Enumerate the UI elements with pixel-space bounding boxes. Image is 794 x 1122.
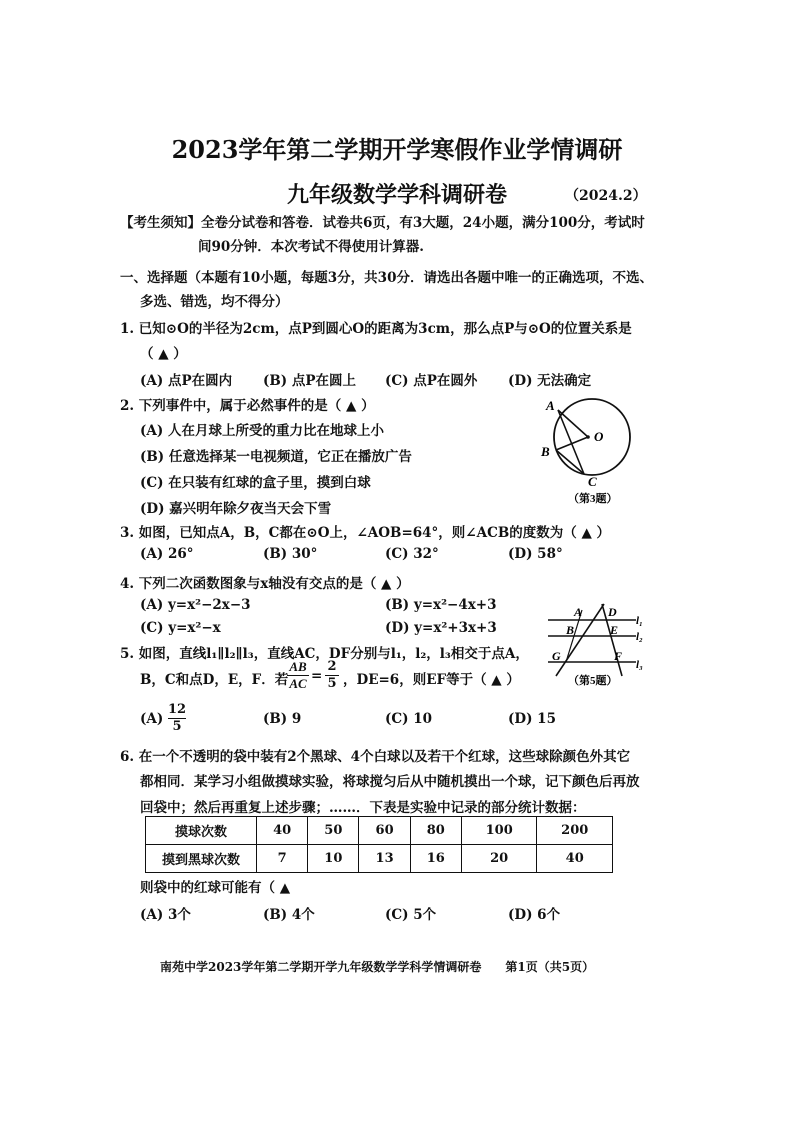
question-1-option-c: (C) 点P在圆外 (385, 373, 478, 389)
option-a-numerator: 12 (168, 702, 187, 717)
parallel-point-d-label: D (608, 605, 617, 619)
exam-subtitle: 九年级数学学科调研卷 (286, 182, 507, 208)
question-3-option-d: (D) 58° (508, 546, 563, 562)
question-2-stem: 2. 下列事件中，属于必然事件的是（ ▲ ） (120, 398, 375, 414)
question-2-option-d: (D) 嘉兴明年除夕夜当天会下雪 (140, 501, 332, 517)
question-1-option-b: (B) 点P在圆上 (263, 373, 357, 389)
question-6-option-a: (A) 3个 (140, 907, 191, 923)
parallel-point-b-label: B (566, 623, 575, 637)
question-4-option-d: (D) y=x²+3x+3 (385, 620, 497, 636)
question-5-option-c: (C) 10 (385, 711, 433, 727)
circle-point-c-label: C (588, 474, 597, 489)
parallel-figure-caption: （第5题） (568, 675, 618, 687)
question-5-fraction-1 (287, 659, 309, 692)
question-5-stem-line-2a: B，C和点D，E，F．若 (140, 672, 289, 688)
question-1-option-d: (D) 无法确定 (508, 373, 592, 389)
table-cell: 100 (461, 817, 537, 845)
question-2-option-a: (A) 人在月球上所受的重力比在地球上小 (140, 423, 384, 439)
parallel-point-e-label: E (610, 623, 619, 637)
fraction-2-denominator: 5 (327, 676, 337, 691)
notice-line-1: 【考生须知】全卷分试卷和答卷．试卷共6页，有3大题，24小题，满分100分，考试时 (120, 215, 645, 231)
table-header-cell: 摸到黑球次数 (146, 845, 257, 873)
table-cell: 10 (308, 845, 359, 873)
question-4-option-c: (C) y=x²−x (140, 620, 221, 636)
table-row (146, 817, 613, 845)
table-cell: 16 (410, 845, 461, 873)
question-5-option-a-fraction (168, 702, 186, 735)
question-6-prompt: 则袋中的红球可能有（ ▲ (140, 880, 291, 896)
circle-point-b-label: B (541, 444, 550, 459)
table-cell: 80 (410, 817, 461, 845)
question-3-stem: 3. 如图，已知点A，B，C都在⊙O上，∠AOB=64°，则∠ACB的度数为（ ▲ ） (120, 525, 611, 541)
table-cell: 60 (359, 817, 410, 845)
question-1-stem: 1. 已知⊙O的半径为2cm，点P到圆心O的距离为3cm，那么点P与⊙O的位置关系是 (120, 321, 632, 337)
table-cell: 13 (359, 845, 410, 873)
question-3-option-b: (B) 30° (263, 546, 318, 562)
question-4-stem: 4. 下列二次函数图象与x轴没有交点的是（ ▲ ） (120, 576, 410, 592)
parallel-line-l2-label: l₂ (636, 631, 643, 643)
table-cell: 40 (537, 845, 613, 873)
question-5-option-b: (B) 9 (263, 711, 302, 727)
question-5-equals: = (311, 668, 323, 684)
question-3-option-c: (C) 32° (385, 546, 439, 562)
draw-statistics-table (145, 816, 613, 873)
section-heading-line-2: 多选、错选，均不得分） (140, 294, 289, 310)
question-2-option-b: (B) 任意选择某一电视频道，它正在播放广告 (140, 449, 412, 465)
table-row (146, 845, 613, 873)
question-1-option-a: (A) 点P在圆内 (140, 373, 233, 389)
question-3-option-a: (A) 26° (140, 546, 194, 562)
question-5-stem-line-1: 5. 如图，直线l₁∥l₂∥l₃，直线AC，DF分别与l₁，l₂，l₃相交于点A， (120, 646, 529, 662)
question-4-option-a: (A) y=x²−2x−3 (140, 597, 251, 613)
table-header-cell: 摸球次数 (146, 817, 257, 845)
question-5-stem-line-2b: ，DE=6，则EF等于（ ▲ ） (343, 672, 520, 688)
table-cell: 40 (257, 817, 308, 845)
question-5-fraction-2 (325, 659, 339, 692)
table-cell: 20 (461, 845, 537, 873)
question-2-option-c: (C) 在只装有红球的盒子里，摸到白球 (140, 475, 371, 491)
question-1-answer-blank: （ ▲ ） (140, 346, 187, 362)
circle-figure-caption: （第3题） (568, 493, 618, 505)
question-5-option-d: (D) 15 (508, 711, 556, 727)
section-heading-line-1: 一、选择题（本题有10小题，每题3分，共30分．请选出各题中唯一的正确选项，不选、 (120, 270, 653, 286)
fraction-1-denominator: AC (289, 676, 307, 691)
parallel-point-g-label: G (552, 649, 561, 663)
parallel-line-l1-label: l₁ (636, 615, 643, 627)
question-6-option-c: (C) 5个 (385, 907, 437, 923)
exam-date: （2024.2） (565, 188, 647, 204)
circle-figure (532, 394, 642, 510)
circle-center-label: O (594, 429, 604, 444)
question-4-option-b: (B) y=x²−4x+3 (385, 597, 497, 613)
fraction-2-numerator: 2 (325, 659, 339, 676)
table-cell: 50 (308, 817, 359, 845)
question-6-stem-line-3: 回袋中；然后再重复上述步骤；……．下表是实验中记录的部分统计数据： (140, 800, 586, 816)
table-cell: 7 (257, 845, 308, 873)
question-6-stem-line-2: 都相同．某学习小组做摸球实验，将球搅匀后从中随机摸出一个球，记下颜色后再放 (140, 774, 640, 790)
circle-point-a-label: A (546, 398, 555, 413)
question-5-option-a-label: (A) (140, 711, 164, 727)
question-6-option-d: (D) 6个 (508, 907, 561, 923)
parallel-point-a-label: A (574, 605, 583, 619)
question-6-option-b: (B) 4个 (263, 907, 315, 923)
exam-title: 2023学年第二学期开学寒假作业学情调研 (171, 135, 623, 164)
parallel-line-l3-label: l₃ (636, 659, 643, 671)
option-a-denominator: 5 (172, 719, 182, 734)
table-cell: 200 (537, 817, 613, 845)
parallel-lines-figure (544, 602, 648, 688)
page-footer: 南苑中学2023学年第二学期开学九年级数学学科学情调研卷 第1页（共5页） (160, 960, 595, 974)
notice-line-2: 间90分钟．本次考试不得使用计算器. (198, 239, 424, 255)
parallel-point-f-label: F (614, 649, 623, 663)
fraction-1-numerator: AB (287, 659, 309, 676)
question-6-stem-line-1: 6. 在一个不透明的袋中装有2个黑球、4个白球以及若干个红球，这些球除颜色外其它 (120, 749, 631, 765)
